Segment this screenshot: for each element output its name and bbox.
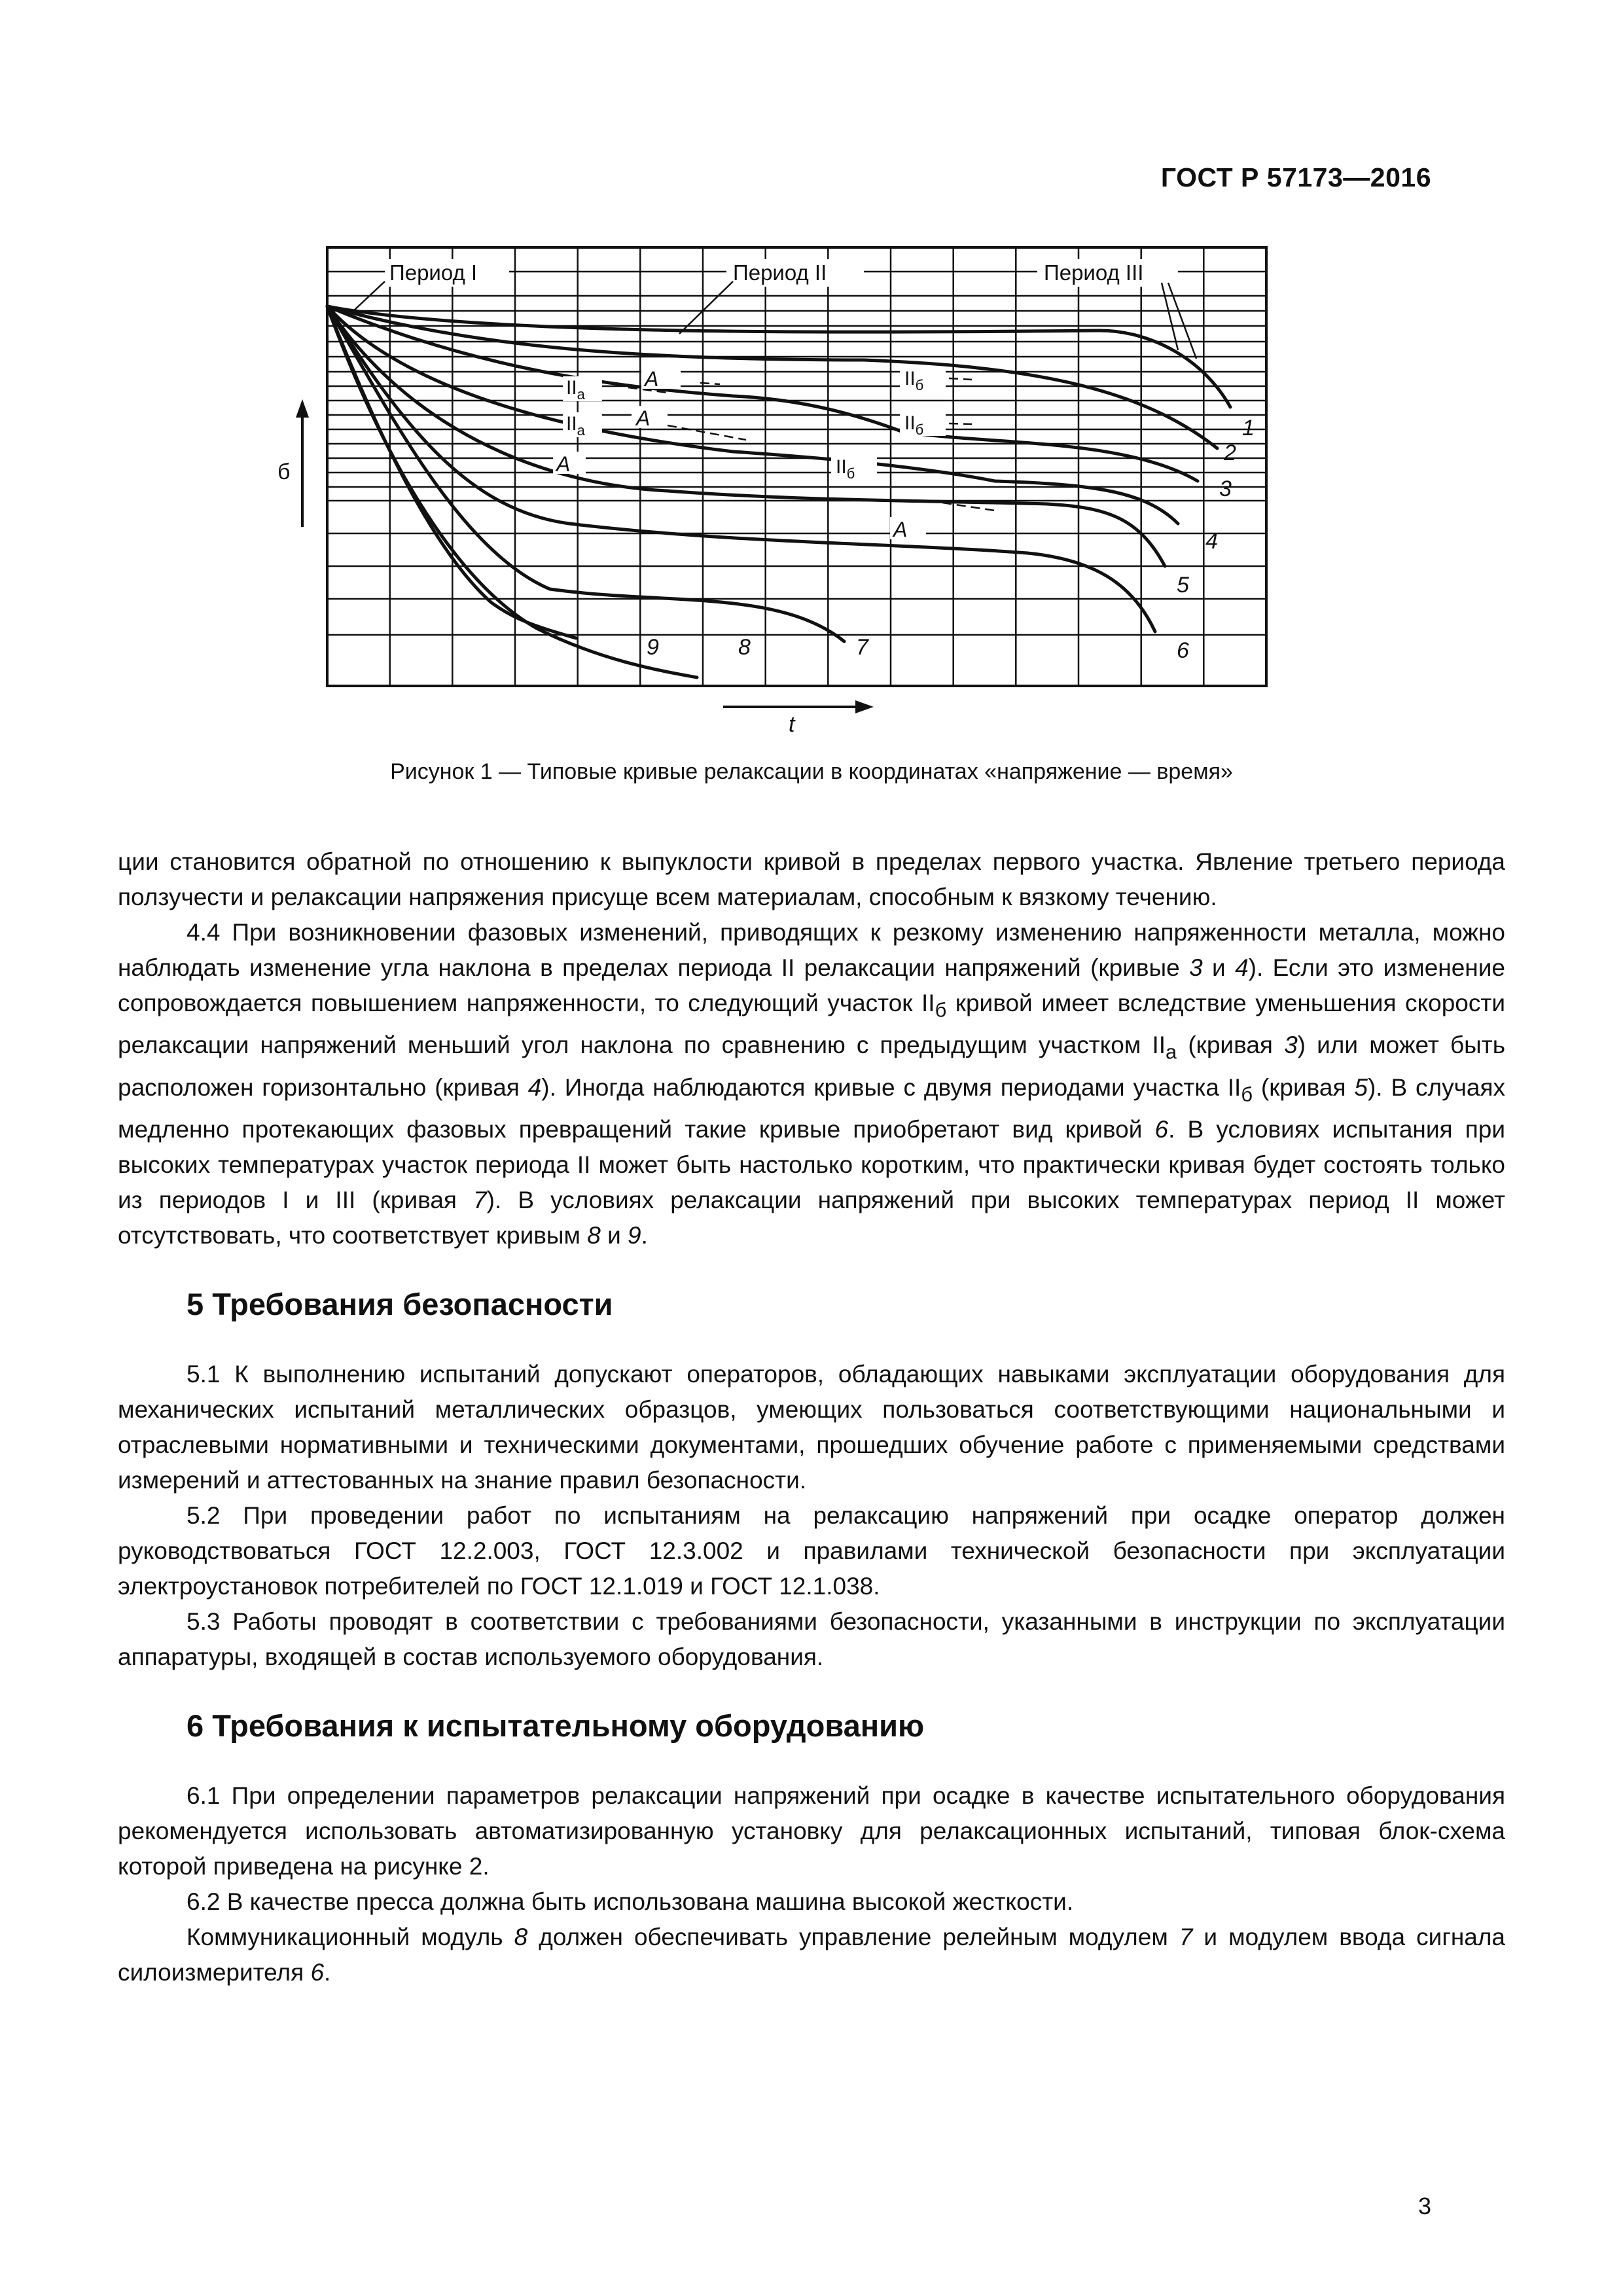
curve-number-9: 9 <box>647 635 659 660</box>
label-IIb-3: $II_б$ <box>836 456 855 482</box>
paragraph-6-2: 6.2 В качестве пресса должна быть использована машина высокой жесткости. <box>187 1888 1074 1916</box>
period-leaders <box>353 281 1196 359</box>
paragraph-4-4: 4.4 При возникновении фазовых изменений, приводящих к резкому изменению напряженности металла, можно наблюдать изменение угла наклона в пределах периода II релаксации напряжений (кривые 3 и 4). Если это изменение сопровождается повышением напряженности, то следующий участок $II_б$ кривой имеет вследствие уменьшения скорости релаксации напряжений меньший угол наклона по сравнению с предыдущим участком $II_а$ (кривая 3) или может быть расположен горизонтально (кривая 4). Иногда наблюдаются кривые с двумя периодами участка $II_б$ (кривая 5). В случаях медленно протекающих фазовых превращений такие кривые приобретают вид кривой 6. В условиях испытания при высоких температурах участок периода II может быть настолько коротким, что практически кривая будет состоять только из периодов I и III (кривая 7). В условиях релаксации напряжений при высоких температурах период II может отсутствовать, что соответствует кривым 8 и 9. <box>118 919 1506 1249</box>
paragraph-comm-module: Коммуникационный модуль 8 должен обеспечивать управление релейным модулем 7 и модулем ввода сигнала силоизмерителя 6. <box>118 1924 1505 1986</box>
y-axis-indicator <box>277 399 309 527</box>
curve-number-6: 6 <box>1177 638 1189 663</box>
curve-number-7: 7 <box>856 635 868 660</box>
paragraph-continuation: ции становится обратной по отношению к выпуклости кривой в пределах первого участка. Явление третьего периода ползучести и релаксации напряжения присуще всем материалам, способным к вязкому течению. <box>118 848 1505 910</box>
curve-number-8: 8 <box>738 635 751 660</box>
period-1-label: Период I <box>389 260 478 285</box>
curve-number-4: 4 <box>1205 529 1218 554</box>
period-2-label: Период II <box>733 260 827 285</box>
label-A-4: A <box>893 518 908 541</box>
page-number: 3 <box>1418 2193 1431 2219</box>
figure-1 <box>275 236 1296 733</box>
label-A-2: A <box>636 406 651 430</box>
paragraph-5-1: 5.1 К выполнению испытаний допускают операторов, обладающих навыками эксплуатации оборудования для механических испытаний металлических образцов, умеющих пользоваться соответствующими национальными и отраслевыми нормативными и техническими документами, прошедших обучение работе с применяемыми средствами измерений и аттестованных на знание правил безопасности. <box>118 1361 1505 1494</box>
paragraph-5-2: 5.2 При проведении работ по испытаниям на релаксацию напряжений при осадке оператор должен руководствоваться ГОСТ 12.2.003, ГОСТ 12.3.002 и правилами технической безопасности при эксплуатации электроустановок потребителей по ГОСТ 12.1.019 и ГОСТ 12.1.038. <box>118 1502 1505 1600</box>
section-5-heading: 5 Требования безопасности <box>187 1287 613 1322</box>
curve-8 <box>327 306 697 677</box>
x-axis-arrowhead <box>855 700 874 713</box>
curve-number-5: 5 <box>1177 573 1189 598</box>
curve-number-1: 1 <box>1242 416 1255 440</box>
label-IIa-1: $II_а$ <box>566 377 585 403</box>
paragraph-5-3: 5.3 Работы проводят в соответствии с требованиями безопасности, указанными в инструкции по эксплуатации аппаратуры, входящей в состав используемого оборудования. <box>118 1608 1505 1671</box>
paragraph-6-1: 6.1 При определении параметров релаксации напряжений при осадке в качестве испытательного оборудования рекомендуется использовать автоматизированную установку для релаксационных испытаний, типовая блок-схема которой приведена на рисунке 2. <box>118 1782 1505 1880</box>
figure-grid <box>327 247 1266 686</box>
relaxation-curves <box>327 306 1230 677</box>
label-A-1: A <box>645 367 659 391</box>
curve-2 <box>327 306 1217 448</box>
y-axis-label: б <box>277 459 291 484</box>
label-IIb-1: $II_б$ <box>904 368 924 393</box>
curve-number-3: 3 <box>1219 476 1232 501</box>
grid-frame <box>327 247 1266 686</box>
period-3-label: Период III <box>1044 260 1144 285</box>
document-code: ГОСТ Р 57173—2016 <box>1160 162 1431 192</box>
x-axis-indicator <box>723 700 874 733</box>
x-axis-label: t <box>789 712 795 733</box>
label-IIa-2: $II_а$ <box>566 413 585 439</box>
curve-6 <box>327 306 1155 632</box>
relaxation-curves-figure <box>275 236 1296 733</box>
curve-number-2: 2 <box>1224 440 1236 465</box>
section-6-heading: 6 Требования к испытательному оборудованию <box>187 1708 925 1744</box>
figure-caption: Рисунок 1 — Типовые кривые релаксации в координатах «напряжение — время» <box>390 759 1233 784</box>
label-A-3: A <box>556 452 571 476</box>
label-IIb-2: $II_б$ <box>904 412 924 438</box>
y-axis-arrowhead <box>296 399 309 418</box>
main-text <box>118 844 1505 1990</box>
